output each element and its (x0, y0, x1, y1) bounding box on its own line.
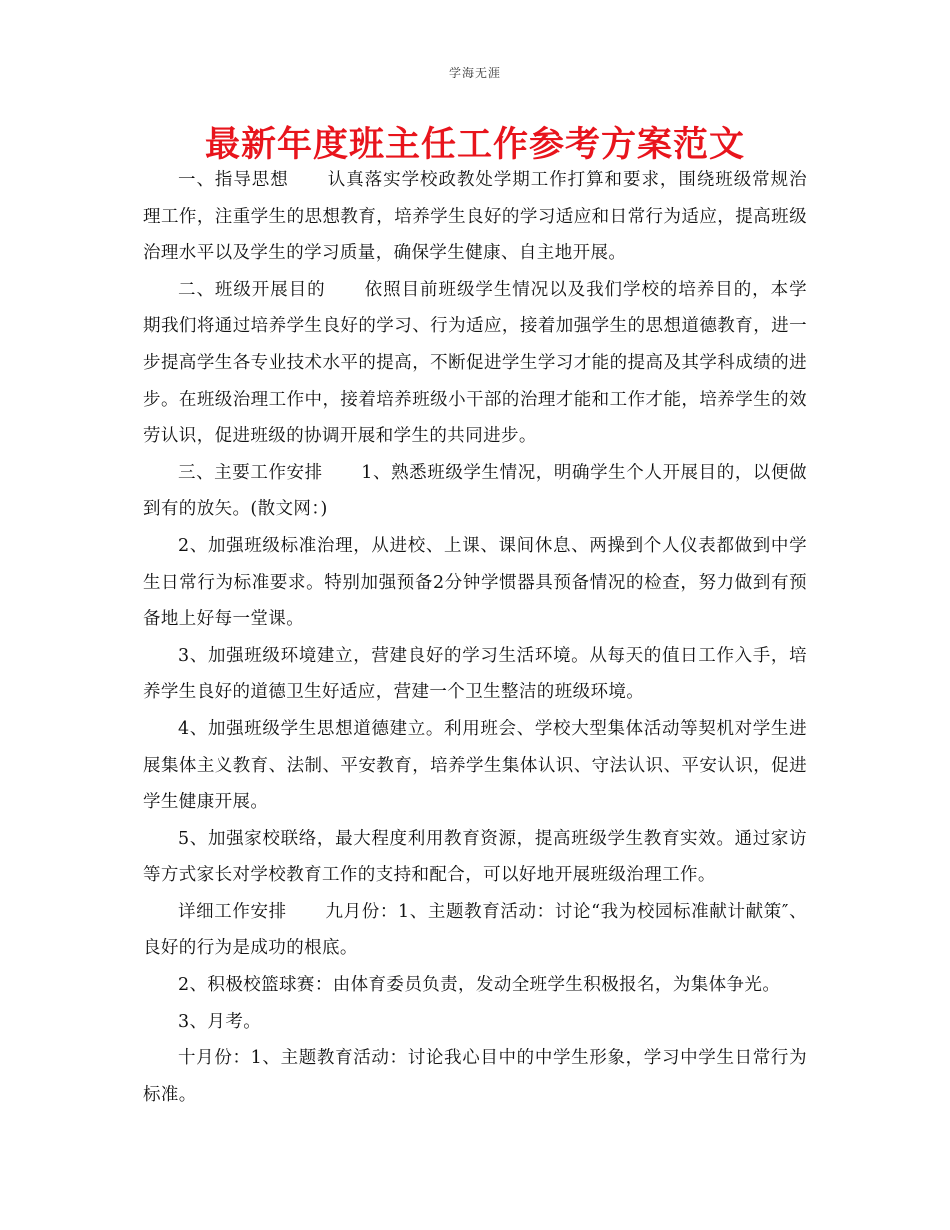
document-title: 最新年度班主任工作参考方案范文 (204, 125, 745, 165)
paragraph-detailed-schedule (143, 894, 807, 967)
paragraph-main-work (143, 455, 807, 528)
section-heading: 一、指导思想 (178, 170, 289, 190)
paragraph-october-1 (143, 1040, 807, 1113)
paragraph-text: 5、加强家校联络，最大程度利用教育资源，提高班级学生教育实效。通过家访等方式家长对学校教育工作的支持和配合，可以好地开展班级治理工作。 (143, 828, 807, 886)
paragraph-text: 1、熟悉班级学生情况，明确学生个人开展目的，以便做到有的放矢。(散文网：) (143, 462, 807, 520)
section-heading: 详细工作安排 (178, 901, 287, 922)
paragraph-item-3 (143, 638, 807, 711)
page-header: 学海无涯 (448, 66, 501, 80)
paragraph-text: 3、加强班级环境建立，营建良好的学习生活环境。从每天的值日工作入手，培养学生良好的道德卫生好适应，营建一个卫生整洁的班级环境。 (143, 645, 807, 703)
paragraph-item-5 (143, 821, 807, 894)
paragraph-text: 认真落实学校政教处学期工作打算和要求，围绕班级常规治理工作，注重学生的思想教育，培养学生良好的学习适应和日常行为适应，提高班级治理水平以及学生的学习质量，确保学生健康、自主地开展。 (143, 170, 807, 264)
paragraph-text: 2、加强班级标准治理，从进校、上课、课间休息、两操到个人仪表都做到中学生日常行为标准要求。特别加强预备2分钟学惯器具预备情况的检查，努力做到有预备地上好每一堂课。 (143, 535, 807, 630)
paragraph-text: 依照目前班级学生情况以及我们学校的培养目的，本学期我们将通过培养学生良好的学习、行为适应，接着加强学生的思想道德教育，进一步提高学生各专业技术水平的提高，不断促进学生学习才能的提高及其学科成绩的进步。在班级治理工作中，接着培养班级小干部的治理才能和工作才能，培养学生的效劳认识，促进班级的协调开展和学生的共同进步。 (143, 279, 807, 447)
paragraph-text: 4、加强班级学生思想道德建立。利用班会、学校大型集体活动等契机对学生进展集体主义教育、法制、平安教育，培养学生集体认识、守法认识、平安认识，促进学生健康开展。 (143, 718, 807, 813)
document-body (143, 162, 807, 1113)
paragraph-item-4 (143, 711, 807, 821)
section-heading: 二、班级开展目的 (178, 279, 326, 300)
section-heading: 三、主要工作安排 (178, 462, 323, 483)
paragraph-text: 3、月考。 (178, 1011, 262, 1032)
paragraph-guiding-ideology (143, 162, 807, 272)
paragraph-september-3 (143, 1004, 807, 1041)
paragraph-text: 九月份：1、主题教育活动：讨论“我为校园标准献计献策″、良好的行为是成功的根底。 (143, 901, 807, 959)
paragraph-september-2 (143, 967, 807, 1004)
paragraph-text: 2、积极校篮球赛：由体育委员负责，发动全班学生积极报名，为集体争光。 (178, 975, 781, 996)
paragraph-text: 十月份：1、主题教育活动：讨论我心目中的中学生形象，学习中学生日常行为标准。 (143, 1048, 807, 1105)
paragraph-class-goals (143, 272, 807, 455)
paragraph-item-2 (143, 528, 807, 638)
